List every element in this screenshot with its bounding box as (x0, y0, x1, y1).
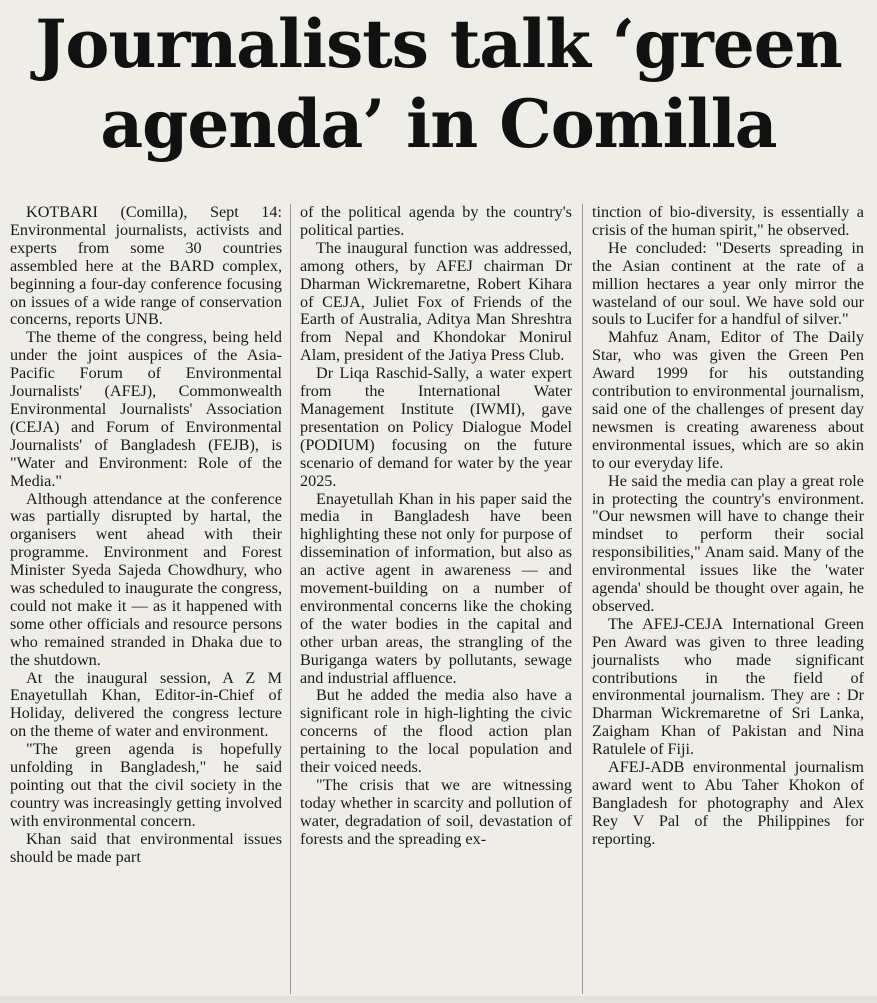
page-edge (0, 996, 877, 1003)
paragraph: Dr Liqa Raschid-Sally, a water expert from the International Water Management Institute (IWMI), gave presentation on Policy Dialogue Model (PODIUM) focusing on the future scenario of demand for water by the year 2025. (300, 364, 572, 490)
column-divider (582, 204, 583, 994)
headline: Journalists talk ‘green agenda’ in Comilla (35, 5, 842, 163)
paragraph: But he added the media also have a significant role in high-lighting the civic concerns of the flood action plan pertaining to the local population and their voiced needs. (300, 686, 572, 777)
paragraph: The theme of the congress, being held under the joint auspices of the Asia-Pacific Forum of Environmental Journalists' (AFEJ), Commonwealth Environmental Journalists' Association (CEJA) and Forum of Environmental Journalists' of Bangladesh (FEJB), is "Water and Environment: Role of the Media." (10, 328, 282, 490)
paragraph: The AFEJ-CEJA International Green Pen Award was given to three leading journalists who made significant contributions in the field of environmental journalism. They are : Dr Dharman Wickremaretne of Sri Lanka, Zaigham Khan of Pakistan and Nina Ratulele of Fiji. (592, 614, 864, 759)
paragraph: "The green agenda is hopefully unfolding in Bangladesh," he said pointing out that the civil society in the country was increasingly getting involved with environmental concern. (10, 740, 282, 830)
paragraph: "The crisis that we are witnessing today whether in scarcity and pollution of water, degradation of soil, devastation of forests and the spreading ex- (300, 776, 572, 848)
paragraph: AFEJ-ADB environmental journalism award went to Abu Taher Khokon of Bangladesh for photography and Alex Rey V Pal of the Philippines for reporting. (592, 758, 864, 848)
article-column-3 (592, 204, 864, 849)
article-column-2 (300, 204, 572, 849)
column-divider (290, 204, 291, 994)
article-column-1 (10, 204, 282, 867)
paragraph: Khan said that environmental issues should be made part (10, 829, 282, 866)
paragraph: He concluded: "Deserts spreading in the Asian continent at the rate of a million hectares a year only mirror the wasteland of our soul. We have sold our souls to Lucifer for a handful of silver." (592, 238, 864, 329)
paragraph: The inaugural function was addressed, among others, by AFEJ chairman Dr Dharman Wickremaretne, Robert Kihara of CEJA, Juliet Fox of Friends of the Earth of Australia, Aditya Man Shreshtra from Nepal and Khondokar Monirul Alam, president of the Jatiya Press Club. (300, 238, 572, 365)
paragraph: At the inaugural session, A Z M Enayetullah Khan, Editor-in-Chief of Holiday, delivered the congress lecture on the theme of water and environment. (10, 668, 282, 741)
paragraph: of the political agenda by the country's political parties. (300, 203, 572, 239)
paragraph: He said the media can play a great role in protecting the country's environment. "Our newsmen will have to change their mindset to perform their social responsibilities," Anam said. Many of the environmental issues like the 'water agenda' should be thought over again, he observed. (592, 471, 864, 615)
paragraph: tinction of bio-diversity, is essentially a crisis of the human spirit," he observed. (592, 203, 864, 239)
paragraph: Although attendance at the conference was partially disrupted by hartal, the organisers went ahead with their programme. Environment and Forest Minister Syeda Sajeda Chowdhury, who was scheduled to inaugurate the congress, could not make it — as it happened with some other officials and resource persons who remained stranded in Dhaka due to the shutdown. (10, 489, 282, 669)
paragraph: KOTBARI (Comilla), Sept 14: Environmental journalists, activists and experts from some 30 countries assembled here at the BARD complex, beginning a four-day conference focusing on issues of a wide range of conservation concerns, reports UNB. (10, 203, 282, 329)
paragraph: Mahfuz Anam, Editor of The Daily Star, who was given the Green Pen Award 1999 for his outstanding contribution to environmental journalism, said one of the challenges of present day newsmen is creating awareness about environmental issues, which are so akin to our everyday life. (592, 328, 864, 472)
paragraph: Enayetullah Khan in his paper said the media in Bangladesh have been highlighting these not only for purpose of dissemination of information, but also as an active agent in awareness — and movement-building on a number of environmental concerns like the choking of the water bodies in the capital and other urban areas, the strangling of the Buriganga waters by pollutants, sewage and industrial affluence. (300, 489, 572, 687)
